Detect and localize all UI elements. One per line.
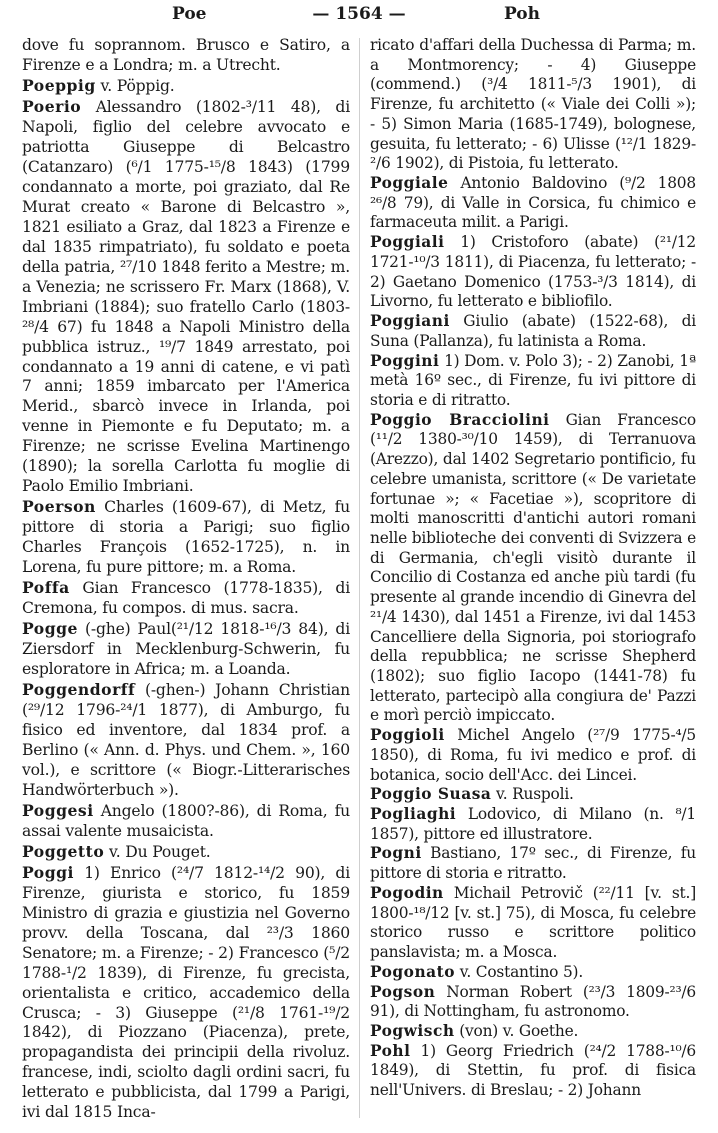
entry-text: v. Ruspoli. <box>496 785 574 804</box>
entry-text: Gian Francesco (1778-1835), di Cremona, fu compos. di mus. sacra. <box>22 579 350 618</box>
dictionary-entry <box>370 1042 696 1101</box>
column-divider <box>359 38 360 1118</box>
dictionary-entry <box>370 312 696 351</box>
entry-headword: Poggendorff <box>22 680 136 699</box>
entry-headword: Poggini <box>370 351 440 370</box>
dictionary-entry <box>370 963 696 983</box>
entry-text: 1) Cristoforo (abate) (²¹/12 1721-¹⁰/3 1811), di Piacenza, fu letterato; - 2) Gaetano Domenico (1753-³/3 1814), di Livorno, fu letterato e bibliofilo. <box>370 233 696 311</box>
continuation-text: dove fu soprannom. Brusco e Satiro, a Firenze e a Londra; m. a Utrecht. <box>22 36 350 74</box>
entry-text: Bastiano, 17º sec., di Firenze, fu pittore di storia e ritratto. <box>370 844 696 883</box>
header-left-keyword: Poe <box>172 4 207 24</box>
dictionary-entry <box>370 805 696 844</box>
entry-text: (-ghen-) Johann Christian (²⁹/12 1796-²⁴/1 1877), di Amburgo, fu fisico ed inventore, dal 1834 prof. a Berlino (« Ann. d. Phys. und Chem. », 160 vol.), e scrittore (« Biogr.-Litterarisches Handwörterbuch »). <box>22 681 350 799</box>
dictionary-entry <box>370 884 696 963</box>
header-right-keyword: Poh <box>503 4 540 24</box>
entry-headword: Poggetto <box>22 841 105 861</box>
entry-headword: Pogge <box>22 619 78 639</box>
dictionary-entry <box>22 842 350 863</box>
entry-text: Michail Petrovič (²²/11 [v. st.] 1800-¹⁸/12 [v. st.] 75), di Mosca, fu celebre storico russo e scrittore politico panslavista; m. a Mosca. <box>370 883 697 962</box>
page-number: — 1564 — <box>312 4 406 24</box>
entry-headword: Poggio Bracciolini <box>370 410 550 429</box>
entry-headword: Pogni <box>370 844 422 863</box>
dictionary-entry <box>370 844 696 883</box>
dictionary-entry <box>22 801 350 842</box>
entry-headword: Poggi <box>22 862 74 882</box>
entry-text: Alessandro (1802-³/11 48), di Napoli, figlio del celebre avvocato e patriotta Giuseppe di Belcastro (Catanzaro) (⁶/1 1775-¹⁵/8 1843) (1799 condannato a morte, poi graziato, dal Re Murat creato « Barone di Belcastro », 1821 esiliato a Graz, dal 1823 a Firenze e dal 1835 rimpatriato), fu soldato e poeta della patria, ²⁷/10 1848 ferito a Mestre; m. a Venezia; ne scrissero Fr. Marx (1868), V. Imbriani (1884); suo fratello Carlo (1803-²⁸/4 67) fu 1848 a Napoli Ministro della pubblica istruz., ¹⁹/7 1849 arrestato, poi condannato a 19 anni di catene, e vi patì 7 anni; 1859 imbarcato per l'America Merid., sbarcò invece in Irlanda, poi venne in Piemonte e fu Deputato; m. a Firenze; ne scrisse Evelina Martinengo (1890); la sorella Carlotta fu moglie di Paolo Emilio Imbriani. <box>22 97 350 496</box>
entry-headword: Pogliaghi <box>370 805 457 824</box>
dictionary-entry <box>370 1022 696 1042</box>
entry-headword: Poggiani <box>370 312 450 331</box>
dictionary-entry <box>22 97 350 497</box>
dictionary-entry <box>22 863 350 1124</box>
entry-text: v. Costantino 5). <box>459 962 584 981</box>
entry-text: Angelo (1800?-86), di Roma, fu assai valente musaicista. <box>22 801 350 840</box>
entry-headword: Poggioli <box>370 726 445 745</box>
dictionary-entry <box>370 726 696 785</box>
entry-headword: Poerio <box>22 96 82 116</box>
entry-text: v. Du Pouget. <box>109 842 211 861</box>
dictionary-entry <box>370 983 696 1022</box>
entry-headword: Poffa <box>22 578 70 598</box>
entry-headword: Poggiale <box>370 174 449 193</box>
entry-text: Lodovico, di Milano (n. ⁸/1 1857), pittore ed illustratore. <box>370 805 696 843</box>
page-header <box>0 4 718 30</box>
entry-text: (von) v. Goethe. <box>459 1021 579 1040</box>
dictionary-entry <box>370 785 696 805</box>
continuation-text: ricato d'affari della Duchessa di Parma; m. a Montmorency; - 4) Giuseppe (commend.) (³/4 1811-⁵/3 1901), di Firenze, fu architetto (« Viale dei Colli »); - 5) Simon Maria (1685-1749), bolognese, gesuita, fu letterato; - 6) Ulisse (¹²/1 1829-²/6 1902), di Pistoia, fu letterato. <box>370 36 696 173</box>
dictionary-entry <box>370 352 696 411</box>
entry-text: v. Pöppig. <box>100 76 175 95</box>
entry-text: 1) Enrico (²⁴/7 1812-¹⁴/2 90), di Firenze, giurista e storico, fu 1859 Ministro di grazia e giustizia nel Governo provv. della Toscana, dal ²³/3 1860 Senatore; m. a Firenze; - 2) Francesco (⁵/2 1788-¹/2 1839), di Firenze, fu grecista, orientalista e critico, accademico della Crusca; - 3) Giuseppe (²¹/8 1761-¹⁹/2 1842), di Piozzano (Piacenza), prete, propagandista dei principii della rivoluz. francese, indi, sciolto dagli ordini sacri, fu letterato e pubblicista, dal 1799 a Parigi, ivi dal 1815 Inca- <box>22 863 350 1122</box>
dictionary-entry <box>22 619 350 680</box>
entry-headword: Poeppig <box>22 75 96 95</box>
entry-text: 1) Dom. v. Polo 3); - 2) Zanobi, 1ª metà 16º sec., di Firenze, fu ivi pittore di storia e di ritratto. <box>370 351 696 409</box>
entry-headword: Poggesi <box>22 800 94 820</box>
entry-headword: Pogwisch <box>370 1021 455 1040</box>
dictionary-entry <box>370 233 696 312</box>
entry-text: Michel Angelo (²⁷/9 1775-⁴/5 1850), di Roma, fu ivi medico e prof. di botanica, socio dell'Acc. dei Lincei. <box>370 726 696 784</box>
dictionary-entry <box>22 680 350 801</box>
right-column <box>370 36 696 1101</box>
entry-text: (-ghe) Paul(²¹/12 1818-¹⁶/3 84), di Ziersdorf in Mecklenburg-Schwerin, fu esploratore in Africa; m. a Loanda. <box>22 620 350 679</box>
entry-headword: Pogodin <box>370 883 444 902</box>
entry-headword: Poggio Suasa <box>370 785 492 804</box>
entry-text: Charles (1609-67), di Metz, fu pittore di storia a Parigi; suo figlio Charles François (1652-1725), n. in Lorena, fu pure pittore; m. a Roma. <box>22 498 351 577</box>
entry-text: 1) Georg Friedrich (²⁴/2 1788-¹⁰/6 1849), di Stettin, fu prof. di fisica nell'Univers. di Breslau; - 2) Johann <box>370 1041 696 1100</box>
entry-headword: Pogson <box>370 982 436 1001</box>
dictionary-entry <box>370 411 696 727</box>
dictionary-entry <box>22 578 350 619</box>
entry-list <box>370 174 696 1101</box>
entry-text: Giulio (abate) (1522-68), di Suna (Pallanza), fu latinista a Roma. <box>370 312 696 350</box>
dictionary-entry <box>22 76 350 97</box>
dictionary-entry <box>370 174 696 233</box>
entry-text: Norman Robert (²³/3 1809-²³/6 91), di Nottingham, fu astronomo. <box>370 982 696 1021</box>
entry-headword: Poggiali <box>370 233 445 252</box>
entry-list <box>22 76 350 1123</box>
entry-headword: Pogonato <box>370 962 455 981</box>
entry-headword: Pohl <box>370 1041 411 1060</box>
entry-text: Antonio Baldovino (⁹/2 1808 ²⁶/8 79), di Valle in Corsica, fu chimico e farmaceuta milit. a Parigi. <box>370 174 696 232</box>
dictionary-entry <box>22 497 350 578</box>
left-column <box>22 36 350 1123</box>
entry-headword: Poerson <box>22 497 96 517</box>
entry-text: Gian Francesco (¹¹/2 1380-³⁰/10 1459), di Terranuova (Arezzo), dal 1402 Segretario pontificio, fu celebre umanista, scrittore (« De varietate fortunae »; « Facetiae »), scopritore di molti manoscritti d'antichi autori romani nelle biblioteche dei conventi di Svizzera e di Germania, ch'egli visitò durante il Concilio di Costanza ed anche più tardi (fu presente al grande incendio di Ginevra del ²¹/4 1430), dal 1451 a Firenze, ivi dal 1453 Cancelliere della Signoria, poi storiografo della repubblica; ne scrisse Shepherd (1802); suo figlio Iacopo (1441-78) fu letterato, partecipò alla congiura de' Pazzi e morì perciò impiccato. <box>370 410 696 725</box>
